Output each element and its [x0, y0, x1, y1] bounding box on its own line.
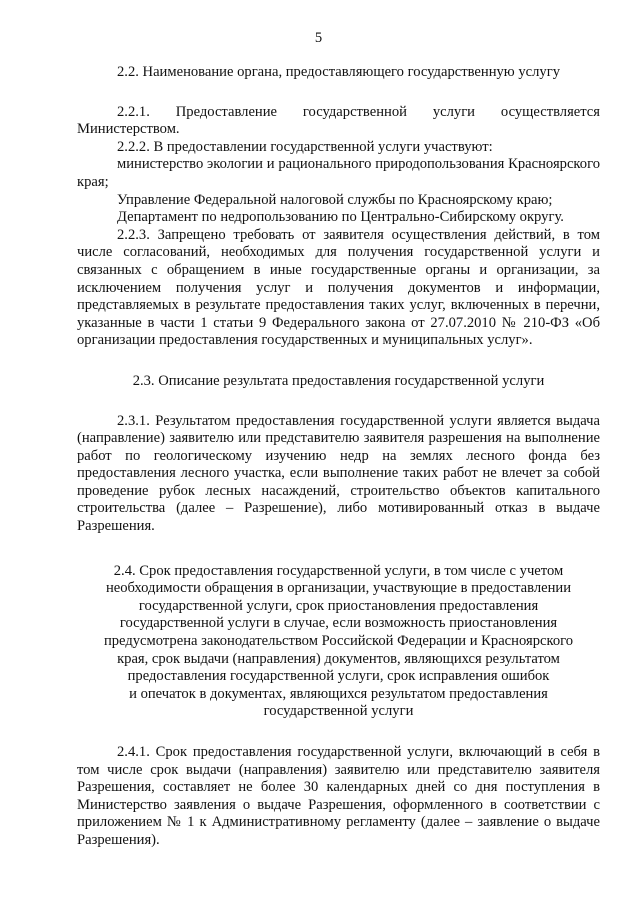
section-2-4-heading-line: необходимости обращения в организации, участвующие в предоставлении [105, 580, 572, 597]
participant-subsoil-department: Департамент по недропользованию по Центрально-Сибирскому округу. [117, 209, 564, 226]
participant-tax-service: Управление Федеральной налоговой службы по Красноярскому краю; [117, 191, 553, 208]
section-2-3-heading: 2.3. Описание результата предоставления государственной услуги [132, 372, 545, 389]
paragraph-2-2-2: 2.2.2. В предоставлении государственной услуги участвуют: [117, 138, 493, 155]
section-2-4-heading-line: края, срок выдачи (направления) документов, являющихся результатом [117, 650, 560, 667]
section-2-2-heading: 2.2. Наименование органа, предоставляющего государственную услугу [117, 64, 560, 80]
page-number: 5 [314, 30, 323, 46]
section-2-4-heading-line: и опечаток в документах, являющихся результатом предоставления [129, 685, 548, 702]
paragraph-2-2-1: 2.2.1. Предоставление государственной услуги осуществляется Министерством. [77, 103, 600, 138]
paragraph-2-4-1: 2.4.1. Срок предоставления государственной услуги, включающий в себя в том числе срок выдачи (направления) заявителю или представителю заявителя Разрешения, составляет не более 30 календарных дней со дня поступления в Министерство заявления о выдаче Разрешения, оформленного в соответствии с приложением № 1 к Административному регламенту (далее – заявление о выдаче Разрешения). [77, 744, 600, 848]
document-body [77, 64, 600, 850]
section-2-4-heading [77, 563, 600, 721]
section-2-4-heading-line: государственной услуги, срок приостановления предоставления [138, 597, 539, 614]
section-2-4-heading-line: предоставления государственной услуги, срок исправления ошибок [127, 668, 550, 685]
paragraph-2-3-1: 2.3.1. Результатом предоставления государственной услуги является выдача (направление) заявителю или представителю заявителя разрешения на выполнение работ по геологическому изучению недр на землях лесного фонда без предоставления лесного участка, если выполнение таких работ не влечет за собой проведение рубок лесных насаждений, строительство объектов капитального строительства (далее – Разрешение), либо мотивированный отказ в выдаче Разрешения. [77, 412, 600, 535]
paragraph-2-2-3: 2.2.3. Запрещено требовать от заявителя осуществления действий, в том числе согласований, необходимых для получения государственной услуги и связанных с обращением в иные государственные органы и организации, за исключением получения услуг и получения документов и информации, представляемых в результате предоставления таких услуг, включенных в перечни, указанные в части 1 статьи 9 Федерального закона от 27.07.2010 № 210-ФЗ «Об организации предоставления государственных и муниципальных услуг». [77, 226, 600, 349]
section-2-4-heading-line: государственной услуги [263, 703, 414, 720]
participant-ministry: министерство экологии и рационального природопользования Красноярского края; [77, 156, 600, 190]
section-2-4-heading-line: 2.4. Срок предоставления государственной услуги, в том числе с учетом [113, 562, 564, 579]
section-2-4-heading-line: предусмотрена законодательством Российской Федерации и Красноярского [103, 633, 574, 650]
section-2-4-heading-line: государственной услуги в случае, если возможность приостановления [119, 615, 558, 632]
